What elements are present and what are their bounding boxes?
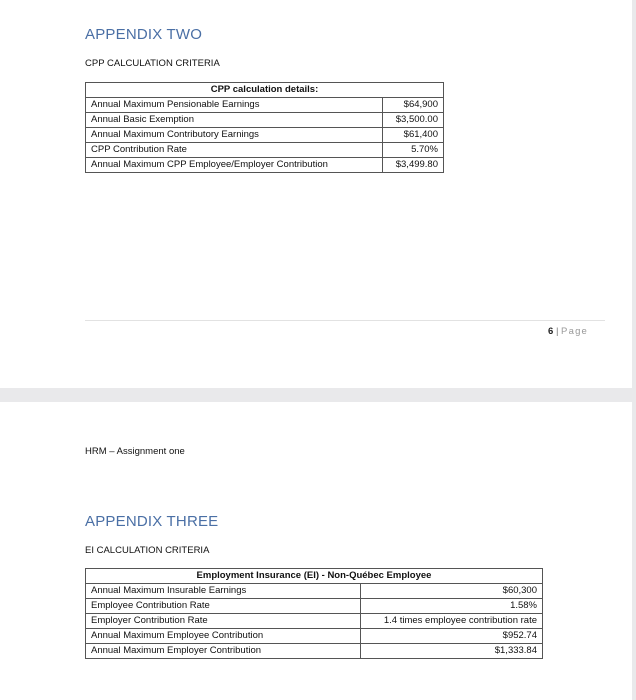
cpp-table-header: CPP calculation details: <box>86 83 444 98</box>
row-value: $3,499.80 <box>383 158 444 173</box>
page-number-separator: | <box>555 326 559 337</box>
row-value: $61,400 <box>383 128 444 143</box>
page-number-value: 6 <box>548 326 554 337</box>
row-label: Annual Maximum CPP Employee/Employer Contribution <box>86 158 383 173</box>
table-row <box>86 584 543 599</box>
table-row <box>86 113 444 128</box>
table-row <box>86 158 444 173</box>
row-value: $1,333.84 <box>361 644 543 659</box>
appendix-three-title: APPENDIX THREE <box>85 513 219 530</box>
cpp-criteria-heading: CPP CALCULATION CRITERIA <box>85 58 220 69</box>
page-label: Page <box>561 326 589 337</box>
row-label: Annual Maximum Pensionable Earnings <box>86 98 383 113</box>
row-label: Employee Contribution Rate <box>86 599 361 614</box>
ei-table-header: Employment Insurance (EI) - Non-Québec Employee <box>86 569 543 584</box>
cpp-details-table <box>85 82 444 173</box>
table-row <box>86 98 444 113</box>
ei-criteria-heading: EI CALCULATION CRITERIA <box>85 545 210 556</box>
table-row <box>86 629 543 644</box>
table-row <box>86 614 543 629</box>
running-header: HRM – Assignment one <box>85 446 185 457</box>
table-row <box>86 143 444 158</box>
document-page-7 <box>0 402 632 700</box>
row-label: Employer Contribution Rate <box>86 614 361 629</box>
row-label: Annual Maximum Contributory Earnings <box>86 128 383 143</box>
row-value: $952.74 <box>361 629 543 644</box>
table-row <box>86 128 444 143</box>
ei-details-table <box>85 568 543 659</box>
footer-divider <box>85 320 605 321</box>
row-label: Annual Maximum Employee Contribution <box>86 629 361 644</box>
table-row <box>86 644 543 659</box>
appendix-two-title: APPENDIX TWO <box>85 26 203 43</box>
row-value: $64,900 <box>383 98 444 113</box>
row-value: 1.4 times employee contribution rate <box>361 614 543 629</box>
row-label: Annual Maximum Employer Contribution <box>86 644 361 659</box>
row-value: $60,300 <box>361 584 543 599</box>
row-label: Annual Basic Exemption <box>86 113 383 128</box>
row-label: Annual Maximum Insurable Earnings <box>86 584 361 599</box>
row-value: 1.58% <box>361 599 543 614</box>
row-label: CPP Contribution Rate <box>86 143 383 158</box>
page-number <box>548 326 588 337</box>
row-value: 5.70% <box>383 143 444 158</box>
table-row <box>86 599 543 614</box>
row-value: $3,500.00 <box>383 113 444 128</box>
